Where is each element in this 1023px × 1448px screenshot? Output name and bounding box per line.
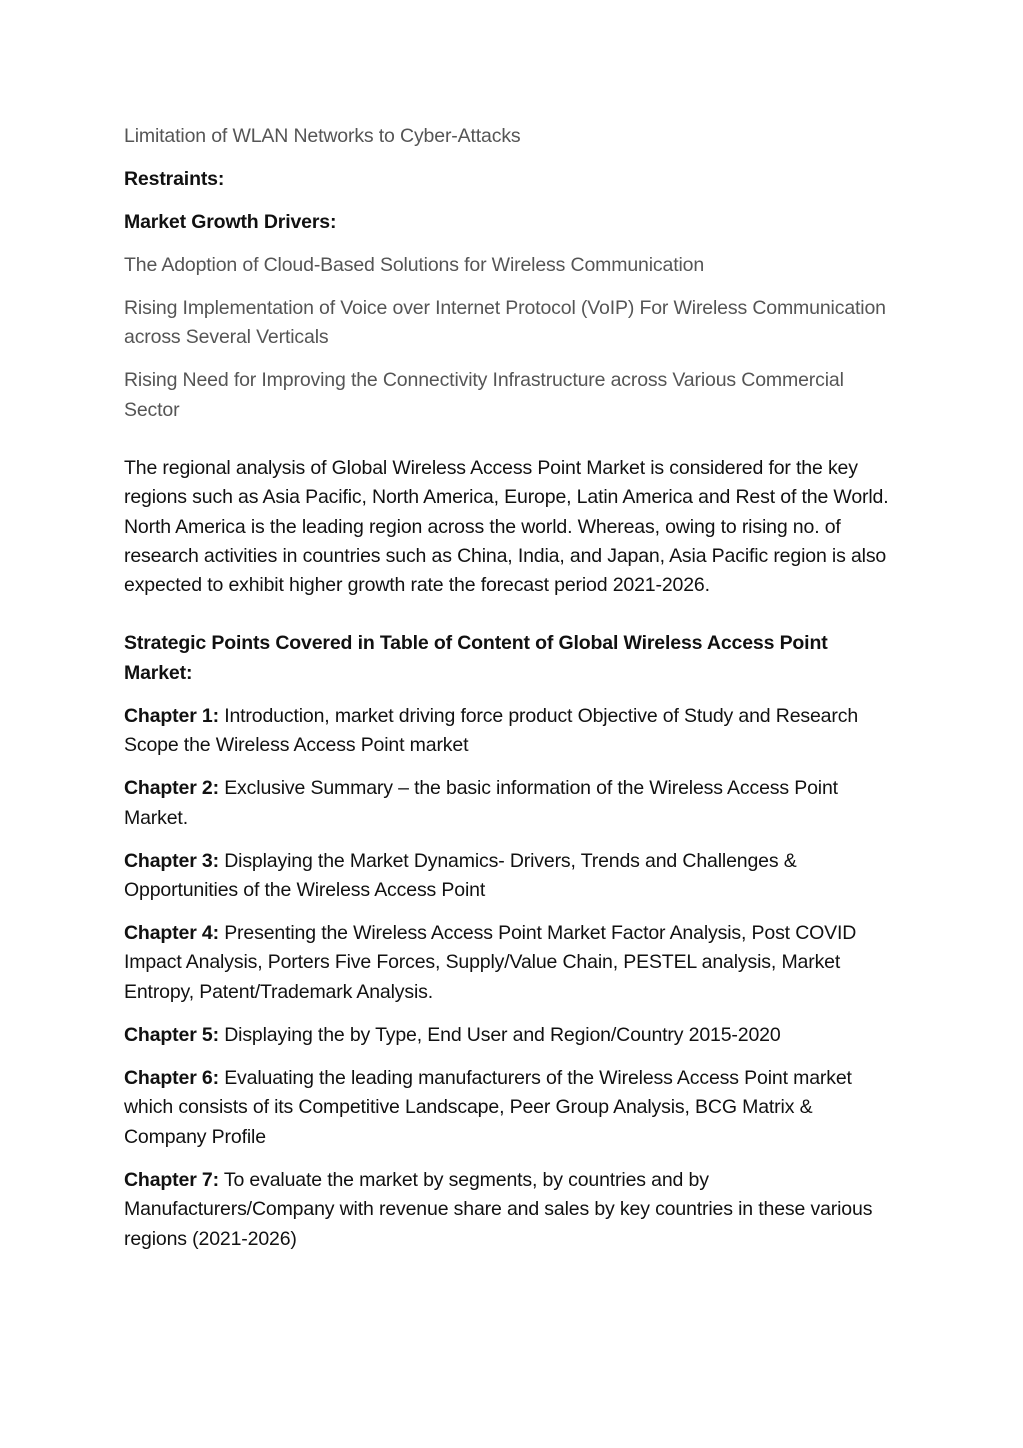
- chapter-text: To evaluate the market by segments, by countries and by Manufacturers/Company with revenue share and sales by key countries in these various regions (2021-2026): [124, 1168, 873, 1250]
- chapter-text: Displaying the Market Dynamics- Drivers, Trends and Challenges & Opportunities of the Wireless Access Point: [124, 849, 797, 902]
- toc-heading: Strategic Points Covered in Table of Content of Global Wireless Access Point Market:: [124, 632, 828, 684]
- chapter-item-5: [124, 1021, 899, 1050]
- drivers-heading: Market Growth Drivers:: [124, 211, 337, 233]
- restraints-heading: Restraints:: [124, 168, 225, 190]
- document-page: [124, 122, 899, 1254]
- driver-item-2: Rising Implementation of Voice over Internet Protocol (VoIP) For Wireless Communication across Several Verticals: [124, 297, 886, 349]
- chapter-text: Introduction, market driving force product Objective of Study and Research Scope the Wireless Access Point market: [124, 704, 859, 757]
- driver-item-1: The Adoption of Cloud-Based Solutions for Wireless Communication: [124, 254, 705, 276]
- chapter-text: Presenting the Wireless Access Point Market Factor Analysis, Post COVID Impact Analysis, Porters Five Forces, Supply/Value Chain, PESTEL analysis, Market Entropy, Patent/Trademark Analysis.: [124, 922, 857, 1003]
- chapter-text: Exclusive Summary – the basic information of the Wireless Access Point Market.: [124, 777, 838, 829]
- chapter-item-7: [124, 1166, 899, 1254]
- chapter-item-1: [124, 702, 899, 761]
- chapter-label: Chapter 5:: [124, 1023, 219, 1046]
- driver-item-3: Rising Need for Improving the Connectivity Infrastructure across Various Commercial Sector: [124, 369, 844, 421]
- chapter-text: Evaluating the leading manufacturers of the Wireless Access Point market which consists of its Competitive Landscape, Peer Group Analysis, BCG Matrix & Company Profile: [124, 1066, 852, 1148]
- chapter-label: Chapter 6:: [124, 1066, 219, 1089]
- chapter-item-3: [124, 847, 899, 906]
- chapter-label: Chapter 2:: [124, 777, 219, 800]
- chapter-item-4: [124, 919, 899, 1007]
- chapter-item-6: [124, 1064, 899, 1152]
- chapter-item-2: [124, 774, 899, 833]
- chapter-label: Chapter 1:: [124, 704, 219, 727]
- chapter-label: Chapter 3:: [124, 849, 219, 872]
- regional-analysis-paragraph: The regional analysis of Global Wireless Access Point Market is considered for the key regions such as Asia Pacific, North America, Europe, Latin America and Rest of the World. North America is the leading region across the world. Whereas, owing to rising no. of research activities in countries such as China, India, and Japan, Asia Pacific region is also expected to exhibit higher growth rate the forecast period 2021-2026.: [124, 456, 889, 597]
- chapter-label: Chapter 7:: [124, 1168, 219, 1191]
- chapter-text: Displaying the by Type, End User and Region/Country 2015-2020: [218, 1023, 781, 1046]
- limitation-item: Limitation of WLAN Networks to Cyber-Attacks: [124, 125, 521, 147]
- chapter-label: Chapter 4:: [124, 922, 219, 945]
